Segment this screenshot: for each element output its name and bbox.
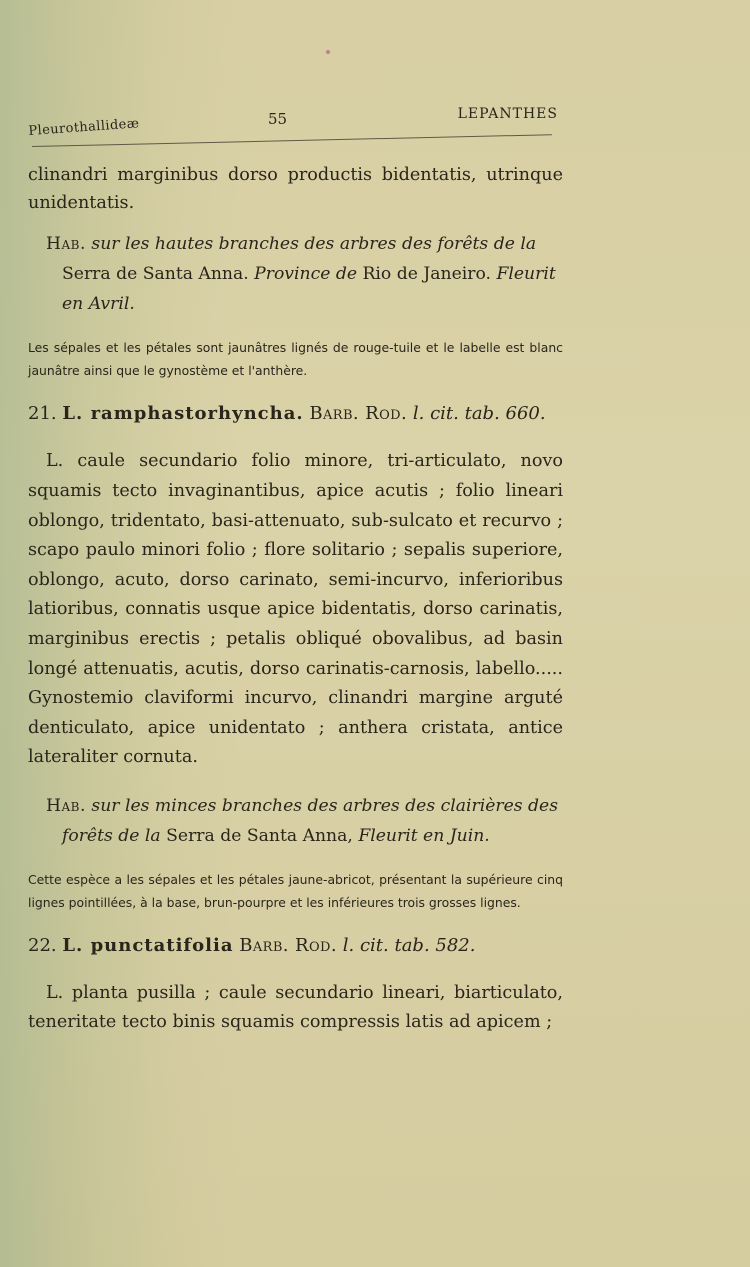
- running-head-section: Pleurothallideæ: [28, 116, 140, 139]
- habitat-label: Hab.: [46, 795, 86, 816]
- habitat-locality: Serra de Santa Anna,: [166, 825, 353, 846]
- header-rule: [32, 134, 552, 147]
- species-name: L. punctatifolia: [62, 934, 234, 956]
- running-head-genus: LEPANTHES: [457, 106, 558, 122]
- species-number: 22.: [28, 934, 57, 956]
- habitat-text: sur les hautes branches des arbres des forêts de la: [91, 234, 537, 255]
- habitat-flowering: Fleurit en Juin.: [358, 825, 490, 846]
- species-reference: l. cit. tab. 582.: [342, 934, 476, 956]
- habitat-paragraph-1: [28, 229, 563, 319]
- habitat-text: sur les minces branches des arbres des clairières des forêts de la: [62, 795, 559, 846]
- species-author: Barb. Rod.: [309, 403, 408, 425]
- ink-speck: [326, 50, 330, 54]
- habitat-province-label: Province de: [254, 264, 358, 285]
- intro-paragraph: clinandri marginibus dorso productis bidentatis, utrinque unidentatis.: [28, 165, 563, 213]
- page-number: 55: [268, 110, 288, 128]
- species-description-21: L. caule secundario folio minore, tri-articulato, novo squamis tecto invaginantibus, apice acutis ; folio lineari oblongo, tridentato, basi-attenuato, sub-sulcato et recurvo ; scapo paulo minori folio ; flore solitario ; sepalis superiore, oblongo, acuto, dorso carinato, semi-incurvo, inferioribus latioribus, connatis usque apice bidentatis, dorso carinatis, marginibus erectis ; petalis obliqué obovalibus, ad basin longé attenuatis, acutis, dorso carinatis-carnosis, labello..... Gynostemio claviformi incurvo, clinandri margine arguté denticulato, apice unidentato ; anthera cristata, antice lateraliter cornuta.: [28, 451, 563, 768]
- note-paragraph-1: Les sépales et les pétales sont jaunâtres lignés de rouge-tuile et le labelle est blanc jaunâtre ainsi que le gynostème et l'anthère.: [28, 340, 563, 379]
- habitat-label: Hab.: [46, 234, 86, 255]
- species-name: L. ramphastorhyncha.: [62, 403, 304, 425]
- habitat-province: Rio de Janeiro.: [362, 264, 491, 285]
- species-author: Barb. Rod.: [239, 934, 338, 956]
- species-description-22: L. planta pusilla ; caule secundario lineari, biarticulato, teneritate tecto binis squamis compressis latis ad apicem ;: [28, 982, 563, 1033]
- note-paragraph-2: Cette espèce a les sépales et les pétales jaune-abricot, présentant la supérieure cinq lignes pointillées, à la base, brun-pourpre et les inférieures trois grosses lignes.: [28, 871, 563, 910]
- species-heading-22: [28, 930, 563, 961]
- species-number: 21.: [28, 403, 57, 425]
- species-heading-21: [28, 398, 563, 429]
- page-header: [28, 102, 558, 154]
- habitat-flowering: Fleurit en Avril.: [62, 264, 556, 315]
- habitat-paragraph-2: [28, 791, 563, 851]
- species-reference: l. cit. tab. 660.: [412, 403, 546, 425]
- page-body: [28, 162, 563, 1055]
- habitat-locality: Serra de Santa Anna.: [62, 264, 249, 285]
